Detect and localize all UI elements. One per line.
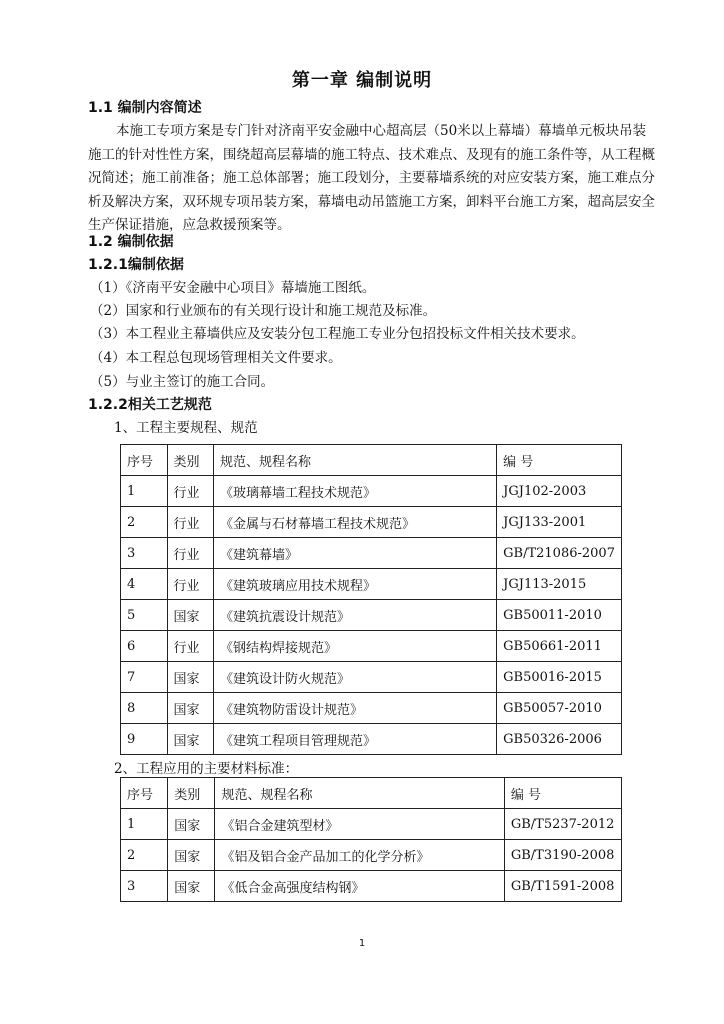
- cell-code: JGJ102-2003: [497, 476, 622, 507]
- cell-code: GB50011-2010: [497, 600, 622, 631]
- table-row: [121, 600, 622, 631]
- cell-no: 1: [121, 809, 168, 840]
- cell-name: 《建筑设计防火规范》: [214, 662, 497, 693]
- header-cell-category: 类别: [168, 778, 215, 809]
- cell-category: 行业: [167, 538, 214, 569]
- cell-code: GB/T21086-2007: [497, 538, 622, 569]
- cell-no: 6: [121, 631, 168, 662]
- section-heading-1-1: 1.1 编制内容简述: [88, 100, 202, 116]
- cell-name: 《铝合金建筑型材》: [215, 809, 504, 840]
- header-cell-no: 序号: [121, 445, 168, 476]
- subsection-heading-1-2-2: 1.2.2相关工艺规范: [88, 397, 212, 413]
- cell-name: 《金属与石材幕墙工程技术规范》: [214, 507, 497, 538]
- table-row: [121, 476, 622, 507]
- cell-category: 行业: [167, 569, 214, 600]
- cell-name: 《钢结构焊接规范》: [214, 631, 497, 662]
- table-row: [121, 840, 622, 871]
- header-cell-category: 类别: [167, 445, 214, 476]
- cell-category: 国家: [167, 662, 214, 693]
- cell-code: JGJ133-2001: [497, 507, 622, 538]
- basis-item-2: （2）国家和行业颁布的有关现行设计和施工规范及标准。: [90, 303, 437, 319]
- cell-no: 7: [121, 662, 168, 693]
- subsection-heading-1-2-1: 1.2.1编制依据: [88, 257, 184, 273]
- cell-no: 9: [121, 724, 168, 755]
- cell-name: 《低合金高强度结构钢》: [215, 871, 504, 902]
- cell-no: 2: [121, 840, 168, 871]
- chapter-title: 第一章 编制说明: [291, 70, 433, 91]
- header-cell-no: 序号: [121, 778, 168, 809]
- cell-name: 《建筑工程项目管理规范》: [214, 724, 497, 755]
- cell-code: GB/T5237-2012: [504, 809, 621, 840]
- materials-table: [120, 777, 622, 902]
- basis-item-5: （5）与业主签订的施工合同。: [90, 374, 275, 390]
- cell-code: GB/T3190-2008: [504, 840, 621, 871]
- cell-no: 3: [121, 538, 168, 569]
- table-row: [121, 724, 622, 755]
- table2-caption: 2、工程应用的主要材料标准：: [114, 761, 299, 777]
- table-row: [121, 631, 622, 662]
- basis-item-1: （1）《济南平安金融中心项目》幕墙施工图纸。: [90, 280, 376, 296]
- cell-code: GB50016-2015: [497, 662, 622, 693]
- table-row: [121, 569, 622, 600]
- cell-name: 《建筑玻璃应用技术规程》: [214, 569, 497, 600]
- table-row: [121, 809, 622, 840]
- table-row: [121, 538, 622, 569]
- cell-category: 行业: [167, 507, 214, 538]
- cell-name: 《建筑物防雷设计规范》: [214, 693, 497, 724]
- table-row: [121, 871, 622, 902]
- table-row: [121, 662, 622, 693]
- section-1-1-paragraph: 本施工专项方案是专门针对济南平安金融中心超高层（50米以上幕墙）幕墙单元板块吊装施工的针对性性方案，围绕超高层幕墙的施工特点、技术难点、及现有的施工条件等，从工程概况简述；施工前准备；施工总体部署；施工段划分，主要幕墙系统的对应安装方案，施工难点分析及解决方案，双环规专项吊装方案，幕墙电动吊篮施工方案，卸料平台施工方案，超高层安全生产保证措施，应急救援预案等。: [88, 123, 655, 233]
- table1-caption: 1、工程主要规程、规范: [114, 420, 258, 436]
- cell-code: JGJ113-2015: [497, 569, 622, 600]
- header-cell-name: 规范、规程名称: [215, 778, 504, 809]
- cell-code: GB50661-2011: [497, 631, 622, 662]
- page-number: 1: [358, 938, 366, 949]
- table-row: [121, 507, 622, 538]
- cell-category: 行业: [167, 631, 214, 662]
- cell-category: 国家: [167, 724, 214, 755]
- cell-name: 《铝及铝合金产品加工的化学分析》: [215, 840, 504, 871]
- cell-category: 国家: [168, 871, 215, 902]
- basis-item-4: （4）本工程总包现场管理相关文件要求。: [90, 350, 342, 366]
- cell-no: 2: [121, 507, 168, 538]
- cell-category: 国家: [168, 809, 215, 840]
- header-cell-code: 编 号: [504, 778, 621, 809]
- cell-no: 5: [121, 600, 168, 631]
- cell-category: 国家: [167, 693, 214, 724]
- cell-name: 《玻璃幕墙工程技术规范》: [214, 476, 497, 507]
- cell-category: 国家: [167, 600, 214, 631]
- header-cell-code: 编 号: [497, 445, 622, 476]
- cell-code: GB50057-2010: [497, 693, 622, 724]
- cell-name: 《建筑抗震设计规范》: [214, 600, 497, 631]
- regulations-table: [120, 444, 622, 755]
- table-header-row: [121, 778, 622, 809]
- basis-item-3: （3）本工程业主幕墙供应及安装分包工程施工专业分包招投标文件相关技术要求。: [90, 326, 585, 342]
- cell-category: 行业: [167, 476, 214, 507]
- cell-category: 国家: [168, 840, 215, 871]
- cell-no: 3: [121, 871, 168, 902]
- table-row: [121, 693, 622, 724]
- cell-code: GB50326-2006: [497, 724, 622, 755]
- section-heading-1-2: 1.2 编制依据: [88, 234, 174, 250]
- cell-name: 《建筑幕墙》: [214, 538, 497, 569]
- cell-no: 8: [121, 693, 168, 724]
- table-header-row: [121, 445, 622, 476]
- cell-no: 1: [121, 476, 168, 507]
- cell-no: 4: [121, 569, 168, 600]
- cell-code: GB/T1591-2008: [504, 871, 621, 902]
- header-cell-name: 规范、规程名称: [214, 445, 497, 476]
